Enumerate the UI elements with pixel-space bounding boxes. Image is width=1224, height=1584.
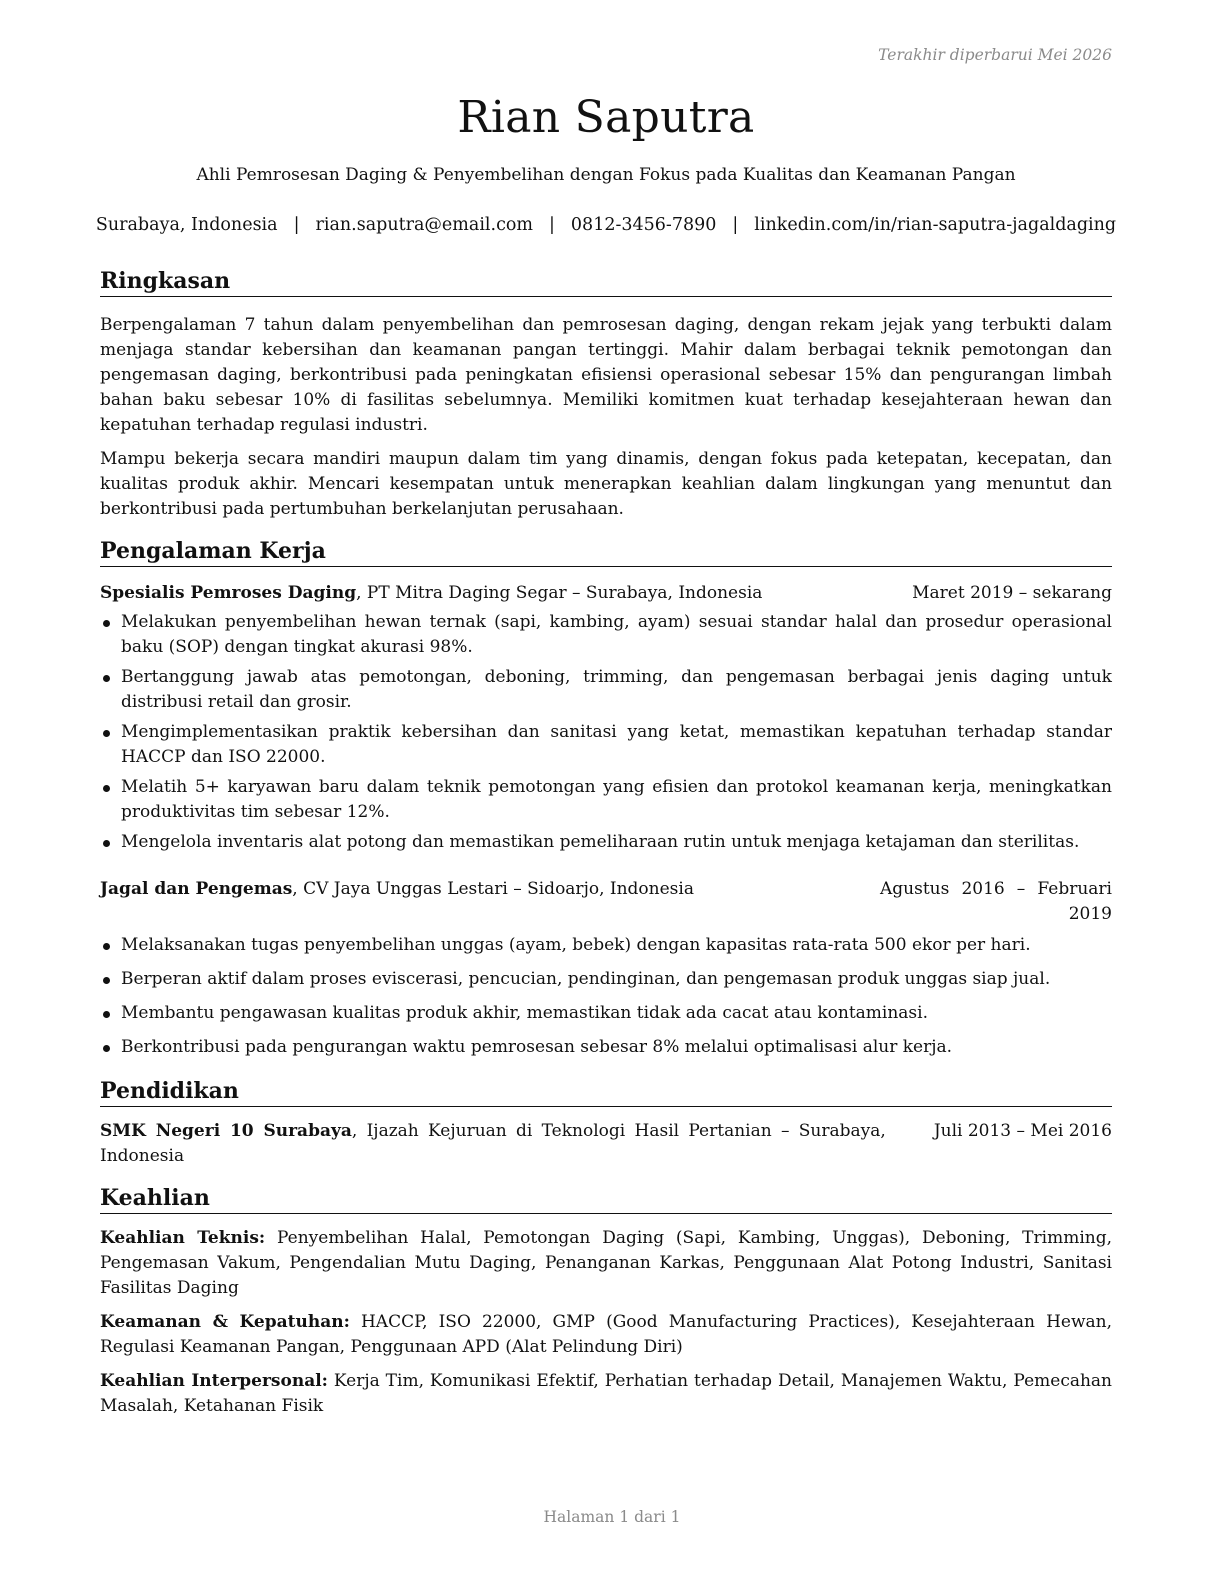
contact-bar [95,214,1117,236]
list-item: Melaksanakan tugas penyembelihan unggas (ayam, bebek) dengan kapasitas rata-rata 500 ekor per hari. [100,933,1112,958]
list-item: Berkontribusi pada pengurangan waktu pemrosesan sebesar 8% melalui optimalisasi alur kerja. [100,1035,1112,1060]
education-dates: Juli 2013 – Mei 2016 [933,1121,1112,1141]
job-dates: Maret 2019 – sekarang [912,583,1112,603]
list-item: Bertanggung jawab atas pemotongan, deboning, trimming, dan pengemasan berbagai jenis daging untuk distribusi retail dan grosir. [100,665,1112,715]
section-title-summary: Ringkasan [100,266,1112,297]
summary-paragraph: Berpengalaman 7 tahun dalam penyembelihan dan pemrosesan daging, dengan rekam jejak yang terbukti dalam menjaga standar kebersihan dan keamanan pangan tertinggi. Mahir dalam berbagai teknik pemotongan dan pengemasan daging, berkontribusi pada peningkatan efisiensi operasional sebesar 15% dan pengurangan limbah bahan baku sebesar 10% di fasilitas sebelumnya. Memiliki komitmen kuat terhadap kesejahteraan hewan dan kepatuhan terhadap regulasi industri. [100,315,1112,435]
education-entry [100,1119,1112,1169]
job-header [100,581,1112,606]
section-title-education: Pendidikan [100,1076,1112,1107]
list-item: Melakukan penyembelihan hewan ternak (sapi, kambing, ayam) sesuai standar halal dan prosedur operasional baku (SOP) dengan tingkat akurasi 98%. [100,610,1112,660]
job-role: Jagal dan Pengemas [100,879,293,899]
contact-linkedin[interactable]: linkedin.com/in/rian-saputra-jagaldaging [754,215,1117,235]
page-number-footer: Halaman 1 dari 1 [543,1508,681,1526]
job-bullet-list [100,933,1112,1060]
skill-group-label: Keahlian Interpersonal: [100,1371,328,1391]
job-role: Spesialis Pemroses Daging [100,583,357,603]
contact-email[interactable]: rian.saputra@email.com [315,215,534,235]
candidate-name: Rian Saputra [457,92,755,143]
contact-separator: | [732,215,739,235]
job-organization: , PT Mitra Daging Segar – Surabaya, Indonesia [356,583,763,603]
headline-tagline: Ahli Pemrosesan Daging & Penyembelihan dengan Fokus pada Kualitas dan Keamanan Pangan [196,165,1016,185]
contact-location: Surabaya, Indonesia [95,215,278,235]
job-bullet-list [100,610,1112,855]
job-dates: Agustus 2016 – Februari 2019 [880,879,1112,924]
summary-paragraph: Mampu bekerja secara mandiri maupun dalam tim yang dinamis, dengan fokus pada ketepatan, kecepatan, dan kualitas produk akhir. Mencari kesempatan untuk menerapkan keahlian dalam lingkungan yang menuntut dan berkontribusi pada pertumbuhan berkelanjutan perusahaan. [100,449,1112,519]
last-updated-note: Terakhir diperbarui Mei 2026 [878,46,1112,64]
contact-phone[interactable]: 0812-3456-7890 [570,215,717,235]
skill-group-text: HACCP, ISO 22000, GMP (Good Manufacturing Practices), Kesejahteraan Hewan, Regulasi Keamanan Pangan, Penggunaan APD (Alat Pelindung Diri) [100,1312,1113,1357]
skill-group-label: Keahlian Teknis: [100,1228,266,1248]
list-item: Mengelola inventaris alat potong dan memastikan pemeliharaan rutin untuk menjaga ketajaman dan sterilitas. [100,830,1112,855]
education-school: SMK Negeri 10 Surabaya [100,1121,352,1141]
section-title-skills: Keahlian [100,1183,1112,1214]
education-section [100,1076,1112,1169]
experience-section [100,536,1112,1060]
list-item: Mengimplementasikan praktik kebersihan dan sanitasi yang ketat, memastikan kepatuhan terhadap standar HACCP dan ISO 22000. [100,720,1112,770]
skill-group [100,1310,1112,1360]
list-item: Membantu pengawasan kualitas produk akhir, memastikan tidak ada cacat atau kontaminasi. [100,1001,1112,1026]
list-item: Melatih 5+ karyawan baru dalam teknik pemotongan yang efisien dan protokol keamanan kerja, meningkatkan produktivitas tim sebesar 12%. [100,775,1112,825]
skill-group-text: Penyembelihan Halal, Pemotongan Daging (Sapi, Kambing, Unggas), Deboning, Trimming, Pengemasan Vakum, Pengendalian Mutu Daging, Penanganan Karkas, Penggunaan Alat Potong Industri, Sanitasi Fasilitas Daging [100,1228,1112,1298]
job-entry [100,581,1112,855]
skill-group-text: Kerja Tim, Komunikasi Efektif, Perhatian terhadap Detail, Manajemen Waktu, Pemecahan Masalah, Ketahanan Fisik [100,1371,1113,1416]
skill-group [100,1226,1112,1301]
education-detail: , Ijazah Kejuruan di Teknologi Hasil Pertanian – Surabaya, Indonesia [100,1121,886,1166]
skills-section [100,1183,1112,1419]
list-item: Berperan aktif dalam proses eviscerasi, pencucian, pendinginan, dan pengemasan produk unggas siap jual. [100,967,1112,992]
contact-separator: | [549,215,555,235]
skill-group [100,1369,1112,1419]
job-header [100,877,1112,927]
summary-section [100,313,1112,522]
job-organization: , CV Jaya Unggas Lestari – Sidoarjo, Indonesia [292,879,694,899]
contact-separator: | [293,215,300,235]
skill-group-label: Keamanan & Kepatuhan: [100,1312,350,1332]
section-title-experience: Pengalaman Kerja [100,536,1112,567]
job-entry [100,877,1112,1060]
